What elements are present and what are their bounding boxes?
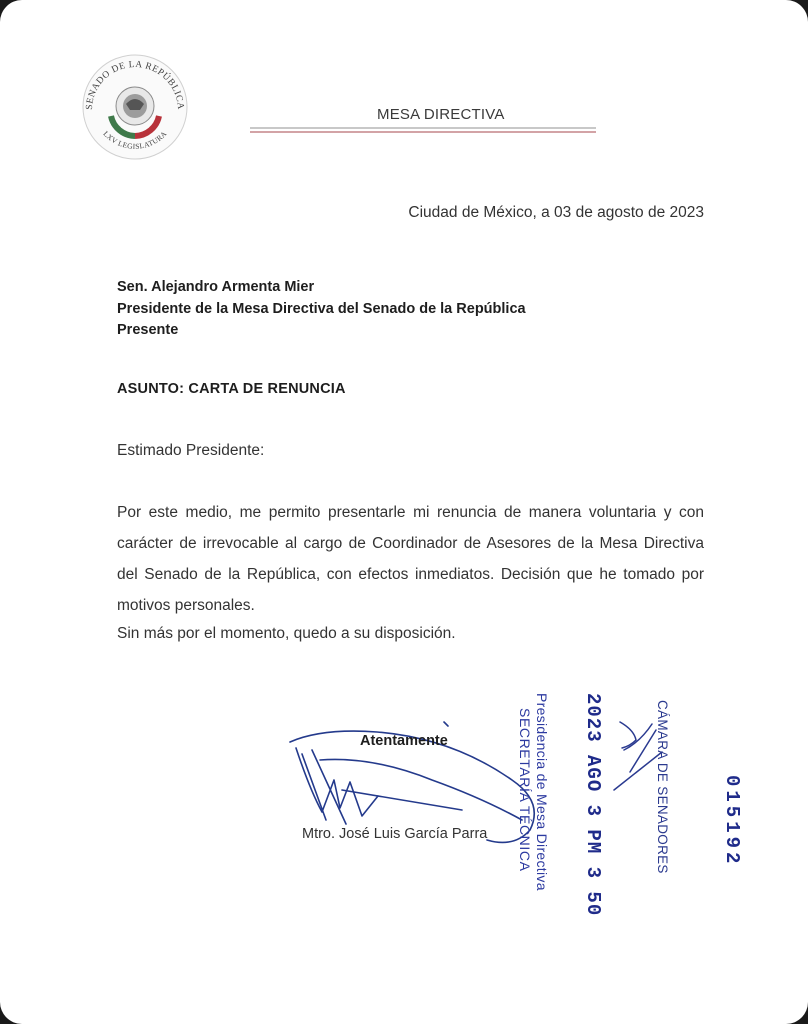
recipient-presente: Presente [117,322,179,338]
stamp-chamber: CÁMARA DE SENADORES [655,700,670,874]
header-rule-red [250,131,596,133]
stamp-received-datetime: 2023 AGO 3 PM 3 50 [582,693,604,917]
salutation: Estimado Presidente: [117,442,265,459]
header-rule-gray [250,127,596,129]
subject-line: ASUNTO: CARTA DE RENUNCIA [117,381,346,397]
closing-line: Sin más por el momento, quedo a su disposición. [117,625,456,642]
body-paragraph: Por este medio, me permito presentarle mi renuncia de manera voluntaria y con carácter de irrevocable al cargo de Coordinador de Asesores de la Mesa Directiva del Senado de la República, con efectos inmediatos. Decisión que he tomado por motivos personales. [117,504,704,614]
stamp-office-line2: SECRETARÍA TÉCNICA [517,708,533,872]
senate-seal-logo [78,50,192,164]
svg-text:LXV LEGISLATURA: LXV LEGISLATURA [101,129,169,151]
receipt-initials [600,712,670,792]
stamp-folio-number: 015192 [721,775,743,868]
recipient-block [117,277,526,342]
svg-text:SENADO DE LA REPÚBLICA: SENADO DE LA REPÚBLICA [84,59,186,111]
stamp-office-line1: Presidencia de Mesa Directiva [534,693,550,891]
signoff-atentamente: Atentamente [360,733,448,749]
recipient-position: Presidente de la Mesa Directiva del Senado de la República [117,300,526,317]
signer-name: Mtro. José Luis García Parra [302,826,488,842]
recipient-name: Sen. Alejandro Armenta Mier [117,279,315,295]
place-date: Ciudad de México, a 03 de agosto de 2023 [408,204,704,221]
header-title: MESA DIRECTIVA [377,106,505,123]
